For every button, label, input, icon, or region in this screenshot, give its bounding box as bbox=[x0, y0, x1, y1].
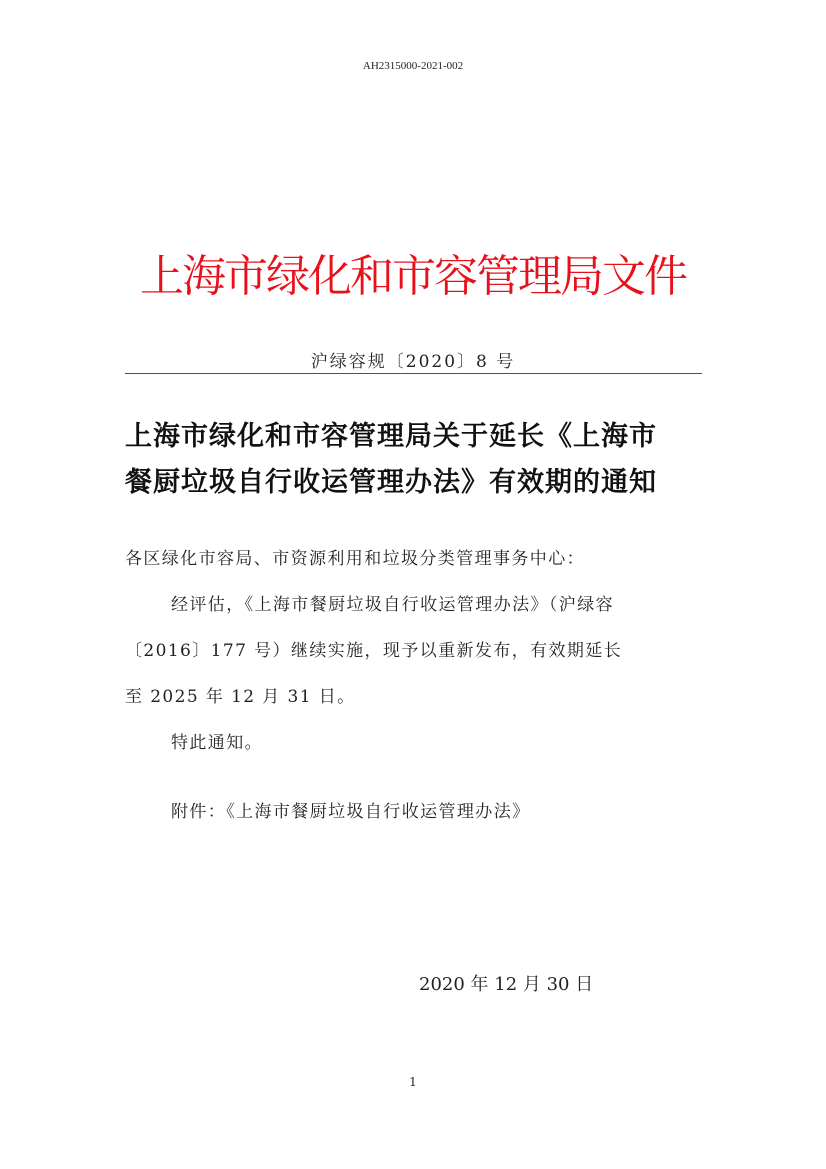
closing-line: 特此通知。 bbox=[171, 733, 263, 753]
salutation: 各区绿化市容局、市资源利用和垃圾分类管理事务中心： bbox=[125, 549, 585, 569]
red-divider bbox=[125, 373, 702, 374]
notice-title bbox=[125, 414, 705, 506]
body-line: 〔2016〕177 号）继续实施，现予以重新发布，有效期延长 bbox=[125, 641, 623, 661]
masthead-title: 上海市绿化和市容管理局文件 bbox=[140, 251, 686, 302]
notice-title-line: 上海市绿化和市容管理局关于延长《上海市 bbox=[125, 421, 657, 452]
attachment-line: 附件：《上海市餐厨垃圾自行收运管理办法》 bbox=[171, 802, 531, 822]
page-number: 1 bbox=[409, 1075, 417, 1089]
issue-date: 2020 年 12 月 30 日 bbox=[419, 974, 594, 995]
notice-body bbox=[125, 536, 705, 766]
document-id: AH2315000-2021-002 bbox=[362, 60, 464, 72]
notice-title-line: 餐厨垃圾自行收运管理办法》有效期的通知 bbox=[125, 467, 657, 498]
body-line: 经评估，《上海市餐厨垃圾自行收运管理办法》（沪绿容 bbox=[171, 595, 614, 615]
document-number: 沪绿容规〔2020〕8 号 bbox=[310, 352, 516, 372]
body-line: 至 2025 年 12 月 31 日。 bbox=[125, 687, 356, 707]
